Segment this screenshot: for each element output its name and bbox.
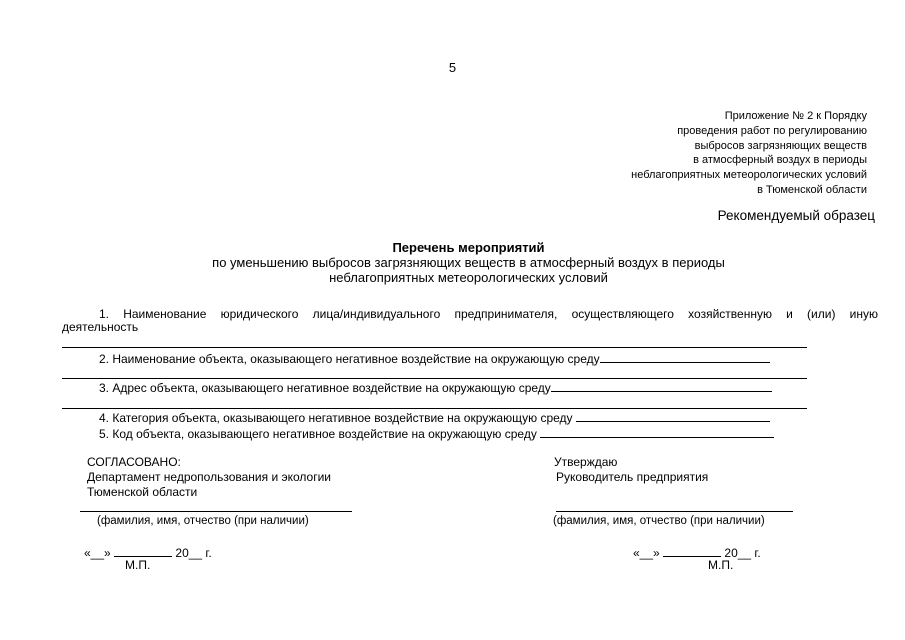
title-line-3: неблагоприятных метеорологических условий xyxy=(329,270,608,285)
confirm-name-caption: (фамилия, имя, отчество (при наличии) xyxy=(553,515,765,527)
appendix-line: в Тюменской области xyxy=(757,183,867,196)
item-4: 4. Категория объекта, оказывающего негативное воздействие на окружающую среду xyxy=(99,410,770,425)
item-3-fill-line[interactable] xyxy=(551,380,772,392)
appendix-line: в атмосферный воздух в периоды xyxy=(693,154,867,167)
confirm-date xyxy=(633,545,761,560)
confirm-signature-line[interactable] xyxy=(556,511,793,512)
approved-name-caption: (фамилия, имя, отчество (при наличии) xyxy=(97,515,309,527)
approved-date-year: 20__ г. xyxy=(175,546,212,560)
item-5: 5. Код объекта, оказывающего негативное воздействие на окружающую среду xyxy=(99,426,774,441)
document-title xyxy=(0,240,905,285)
item-2-fill-line[interactable] xyxy=(600,351,770,363)
title-line-2: по уменьшению выбросов загрязняющих веществ в атмосферный воздух в периоды xyxy=(212,255,725,270)
confirm-heading: Утверждаю xyxy=(554,455,618,469)
item-5-fill-line[interactable] xyxy=(540,426,774,438)
item-1-line-2: деятельность xyxy=(62,320,139,334)
item-1-line-1: 1. Наименование юридического лица/индивидуального предпринимателя, осуществляющего хозяйственную и (или) иную xyxy=(99,307,878,321)
confirm-org-line-1: Руководитель предприятия xyxy=(556,470,709,484)
appendix-line: Приложение № 2 к Порядку xyxy=(724,110,867,122)
approved-org-line-1: Департамент недропользования и экологии xyxy=(87,470,332,484)
approved-org-line-2: Тюменской области xyxy=(87,485,198,499)
confirm-date-day: «__» xyxy=(633,546,660,560)
item-2-continuation-line[interactable] xyxy=(62,378,807,379)
approved-heading: СОГЛАСОВАНО: xyxy=(87,455,181,469)
approved-signature-line[interactable] xyxy=(80,511,352,512)
title-main: Перечень мероприятий xyxy=(392,240,545,255)
item-3-continuation-line[interactable] xyxy=(62,408,807,409)
item-1-fill-line[interactable] xyxy=(62,347,807,348)
sample-label: Рекомендуемый образец xyxy=(717,208,875,223)
item-2: 2. Наименование объекта, оказывающего негативное воздействие на окружающую среду xyxy=(99,351,770,366)
item-3: 3. Адрес объекта, оказывающего негативное воздействие на окружающую среду xyxy=(99,380,772,395)
appendix-line: неблагоприятных метеорологических условий xyxy=(631,169,867,182)
appendix-line: выбросов загрязняющих веществ xyxy=(694,139,867,152)
item-4-fill-line[interactable] xyxy=(576,410,770,422)
page-number: 5 xyxy=(448,60,457,75)
confirm-date-month-line[interactable] xyxy=(663,545,721,557)
approved-date-month-line[interactable] xyxy=(114,545,172,557)
approved-date-day: «__» xyxy=(84,546,111,560)
appendix-block xyxy=(631,109,867,198)
approved-stamp-label: М.П. xyxy=(125,558,151,572)
appendix-line: проведения работ по регулированию xyxy=(677,124,867,137)
confirm-stamp-label: М.П. xyxy=(708,558,734,572)
confirm-date-year: 20__ г. xyxy=(724,546,761,560)
